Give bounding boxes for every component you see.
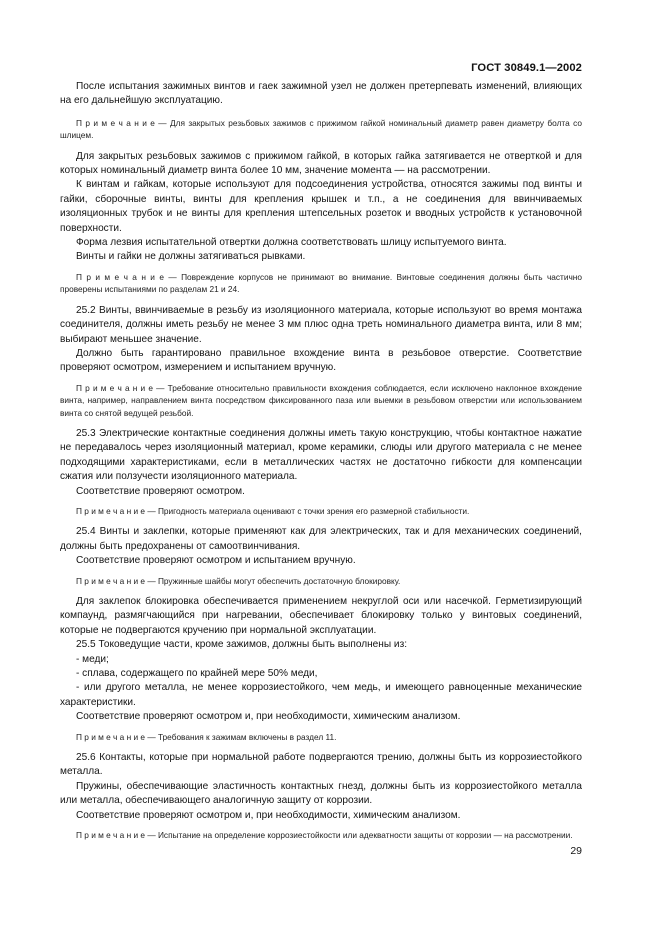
paragraph: Соответствие проверяют осмотром и, при необходимости, химическим анализом.	[76, 809, 461, 821]
page-number: 29	[570, 845, 582, 857]
paragraph: Для закрытых резьбовых зажимов с прижимом гайкой, в которых гайка затягивается не отверткой и для которых номинальный диаметр винта более 10 мм, значение момента — на рассмотрении.	[60, 150, 582, 177]
note: П р и м е ч а н и е — Пружинные шайбы могут обеспечить достаточную блокировку.	[76, 575, 401, 586]
note: П р и м е ч а н и е — Пригодность материала оценивают с точки зрения его размерной стабильности.	[76, 505, 470, 516]
list-item: - меди;	[76, 653, 109, 665]
paragraph: Для заклепок блокировка обеспечивается применением некруглой оси или насечкой. Герметизирующий компаунд, размягчающийся при нагревании, обеспечивает блокировку только у винтовых соединений, которые не подвергаются кручению при нормальной эксплуатации.	[60, 596, 582, 636]
paragraph: Форма лезвия испытательной отвертки должна соответствовать шлицу испытуемого винта.	[76, 237, 507, 249]
note: П р и м е ч а н и е — Требование относительно правильности вхождения соблюдается, если исключено наклонное вхождение винта, например, направлением винта посредством фиксированного паза или выемки в резьбовом отверстии или использованием винта со снятой ведущей резьбой.	[60, 382, 582, 418]
note: П р и м е ч а н и е — Повреждение корпусов не принимают во внимание. Винтовые соединения должны быть частично проверены испытаниями по разделам 21 и 24.	[60, 271, 582, 295]
list-item: - сплава, содержащего по крайней мере 50% меди,	[76, 668, 318, 680]
paragraph: Винты и гайки не должны затягиваться рывками.	[76, 251, 306, 263]
paragraph: 25.6 Контакты, которые при нормальной работе подвергаются трению, должны быть из коррозиестойкого металла.	[60, 752, 582, 778]
paragraph: 25.5 Токоведущие части, кроме зажимов, должны быть выполнены из:	[76, 639, 408, 651]
note: П р и м е ч а н и е — Требования к зажимам включены в раздел 11.	[76, 731, 337, 742]
document-header: ГОСТ 30849.1—2002	[471, 62, 582, 74]
list-item: - или другого металла, не менее коррозиестойкого, чем медь, и имеющего равноценные механические характеристики.	[60, 682, 582, 708]
note: П р и м е ч а н и е — Для закрытых резьбовых зажимов с прижимом гайкой номинальный диаметр равен диаметру болта со шлицем.	[60, 117, 582, 141]
paragraph: Соответствие проверяют осмотром и испытанием вручную.	[76, 555, 356, 567]
paragraph: Соответствие проверяют осмотром и, при необходимости, химическим анализом.	[76, 711, 461, 723]
paragraph: 25.2 Винты, ввинчиваемые в резьбу из изоляционного материала, которые используют во время монтажа соединителя, должны иметь резьбу не менее 3 мм плюс одна треть номинального диаметра винта, или 8 мм; выбирают меньшее значение.	[60, 304, 582, 345]
note: П р и м е ч а н и е — Испытание на определение коррозиестойкости или адекватности защиты от коррозии — на рассмотрении.	[76, 830, 573, 841]
paragraph: Должно быть гарантировано правильное вхождение винта в резьбовое отверстие. Соответствие проверяют осмотром, измерением и испытанием вручную.	[60, 347, 582, 374]
page-body	[60, 80, 582, 842]
paragraph: 25.3 Электрические контактные соединения должны иметь такую конструкцию, чтобы контактное нажатие не передавалось через изоляционный материал, кроме керамики, слюды или другого материала с не менее подходящими характеристиками, если в металлических частях не достаточно гибкости для компенсации сжатия или ползучести изоляционного материала.	[60, 427, 582, 483]
paragraph: 25.4 Винты и заклепки, которые применяют как для электрических, так и для механических соединений, должны быть предохранены от самоотвинчивания.	[60, 526, 582, 552]
paragraph: После испытания зажимных винтов и гаек зажимной узел не должен претерпевать изменений, влияющих на его дальнейшую эксплуатацию.	[60, 81, 582, 107]
paragraph: Соответствие проверяют осмотром.	[76, 485, 245, 497]
paragraph: К винтам и гайкам, которые используют для подсоединения устройства, относятся зажимы под винты и гайки, сборочные винты, винты для крепления крышек и т.п., а не соединения для ввинчиваемых изоляционных трубок и не винты для крепления штепсельных розеток и вводных устройств к установочной поверхности.	[60, 179, 582, 234]
paragraph: Пружины, обеспечивающие эластичность контактных гнезд, должны быть из коррозиестойкого металла или металла, обеспечивающего аналогичную защиту от коррозии.	[60, 780, 582, 807]
